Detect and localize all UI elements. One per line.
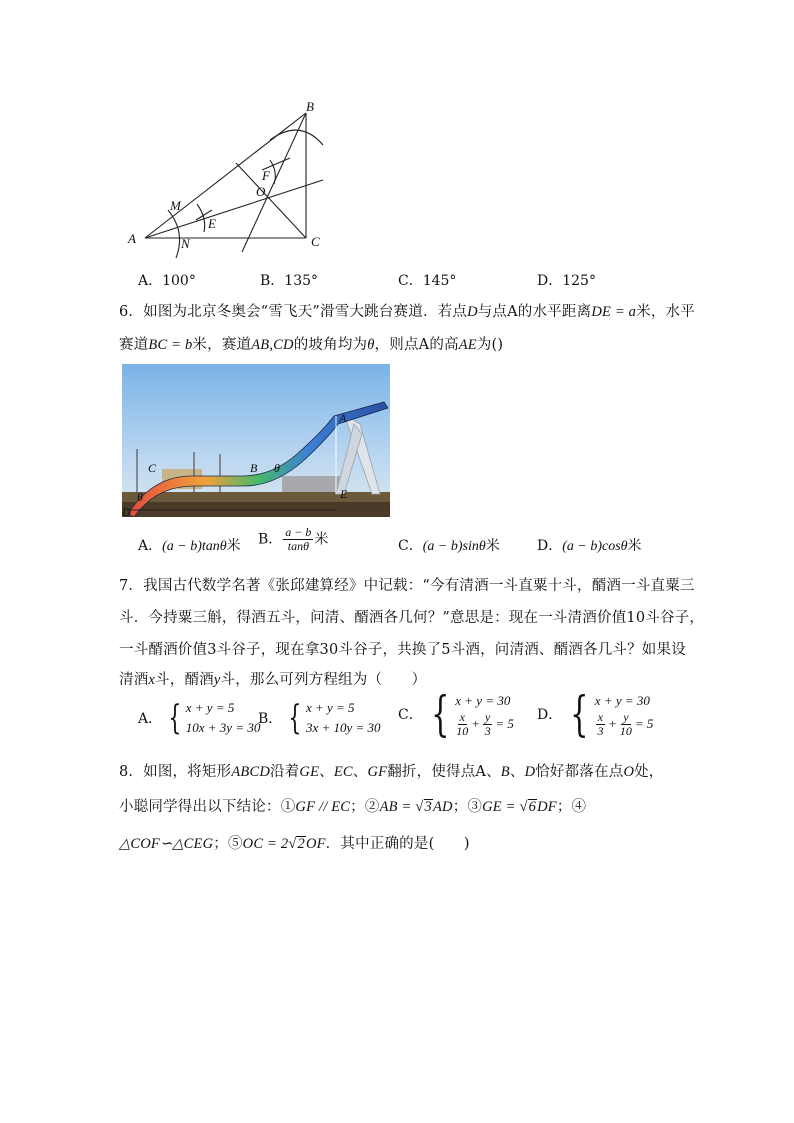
q6-expr: DE = a: [591, 304, 637, 320]
q8-var: O: [623, 764, 635, 780]
label-a: A: [128, 231, 136, 246]
q7-text: 斗，醑酒: [155, 672, 214, 688]
q8-text: 恰好都落在点: [535, 764, 624, 780]
q8-var: GF: [367, 764, 388, 780]
sqrt-radicand: 2: [297, 836, 305, 852]
conclusion-3: GE = √6DF: [482, 799, 557, 815]
q8-stem-line1: [119, 760, 664, 781]
fraction-denominator: 10: [456, 723, 469, 738]
equation-2: 3x + 10y = 30: [305, 720, 381, 735]
photo-label-theta-1: θ: [137, 490, 143, 504]
photo-label-b: B: [250, 461, 258, 475]
q6-option-c[interactable]: [398, 535, 500, 555]
q6-text: 与点A的水平距离: [477, 304, 592, 320]
expr-part: AB =: [379, 799, 416, 815]
option-unit: 米: [627, 538, 642, 554]
q8-text: ；⑤: [213, 836, 243, 852]
q7-stem-line4: [119, 668, 426, 689]
q8-text: 处，: [634, 764, 664, 780]
fraction: [596, 711, 605, 738]
q7-var: y: [213, 672, 221, 688]
expr-part: AD: [432, 799, 453, 815]
equation-system: [537, 686, 654, 742]
q7-option-d[interactable]: [537, 686, 654, 742]
bisector-from-c: [236, 163, 306, 238]
q8-text: ；③: [452, 799, 483, 815]
option-fraction: [283, 526, 313, 553]
label-c: C: [311, 234, 320, 249]
fraction: [620, 711, 632, 738]
equation-1: x + y = 30: [594, 692, 650, 708]
q8-var: B: [500, 764, 510, 780]
expr-part: OF: [305, 836, 326, 852]
option-expr: (a − b)cosθ: [562, 539, 628, 554]
conclusion-4: △COF∽△CEG: [119, 836, 214, 852]
arc-at-a: [168, 210, 180, 258]
equation-2: $\frac{x}{3}$ + $\frac{y}{10}$ = 5: [597, 709, 654, 738]
q6-var: D: [467, 304, 478, 320]
equation-system: [138, 698, 260, 738]
fraction-numerator: y: [623, 709, 629, 724]
equations: [595, 691, 654, 738]
q8-text: 8．如图，将矩形: [119, 764, 232, 780]
equations: [455, 691, 514, 738]
q8-text: 、: [509, 764, 525, 780]
option-letter: C．: [398, 538, 423, 554]
expr-part: OC = 2: [242, 836, 289, 852]
q8-var: GE: [299, 764, 320, 780]
q6-var: θ: [367, 337, 375, 353]
fraction-denominator: 3: [597, 723, 604, 738]
q6-text: 6．如图为北京冬奥会“雪飞天”滑雪大跳台赛道．若点: [119, 304, 468, 320]
q6-text: ，则点A的高: [374, 337, 459, 353]
q6-text: 为(): [476, 337, 504, 353]
option-unit: 米: [226, 538, 241, 554]
option-expr: (a − b)tanθ: [162, 539, 227, 554]
q8-text: ；④: [556, 799, 587, 815]
ski-jump-photo: [122, 364, 390, 517]
label-e: E: [208, 216, 216, 231]
q7-text: 清酒: [119, 672, 149, 688]
label-o: O: [256, 184, 266, 199]
q6-expr: AB,CD: [251, 337, 294, 353]
q5-option-d[interactable]: D．125°: [537, 273, 596, 289]
q7-text: 斗，那么可列方程组为（ ）: [220, 672, 427, 688]
q5-option-c[interactable]: C．145°: [398, 273, 457, 289]
q8-text: 沿着: [270, 764, 300, 780]
fraction: [483, 711, 492, 738]
conclusion-2: AB = √3AD: [379, 799, 453, 815]
conclusion-5: OC = 2√2OF: [242, 836, 326, 852]
q6-stem-line2: [119, 333, 503, 354]
option-letter: A．: [138, 711, 163, 727]
q8-text: 小聪同学得出以下结论：①: [119, 799, 296, 815]
photo-label-e: E: [340, 487, 348, 501]
q8-stem-line2: [119, 795, 586, 816]
q6-text: 的坡角均为: [293, 337, 368, 353]
expr-part: GE =: [482, 799, 520, 815]
q8-text: 、: [319, 764, 334, 780]
equation-rhs: = 5: [634, 716, 654, 731]
option-expr: (a − b)sinθ: [422, 539, 486, 554]
option-letter: D．: [537, 707, 563, 723]
q6-option-b[interactable]: [258, 526, 328, 553]
q6-var: AE: [458, 337, 477, 353]
equation-system: [258, 698, 381, 738]
q7-stem-line3: 一斗醑酒价值3斗谷子，现在拿30斗谷子，共换了5斗酒，问清酒、醑酒各几斗？如果设: [119, 642, 686, 658]
option-unit: 米: [485, 538, 500, 554]
q8-text: 翻折，使得点A、: [387, 764, 501, 780]
fraction: [456, 711, 468, 738]
equation-2: 10x + 3y = 30: [185, 720, 261, 735]
q6-text: 米，水平: [636, 304, 695, 320]
fraction-numerator: x: [597, 709, 604, 724]
equation-rhs: = 5: [495, 716, 514, 731]
fraction-denominator: tanθ: [287, 539, 309, 553]
equation-1: x + y = 5: [305, 700, 355, 715]
sqrt-radicand: 6: [528, 799, 537, 815]
fraction-denominator: 3: [484, 723, 491, 738]
photo-label-a: A: [339, 411, 347, 425]
q7-stem-line2: 斗．今持粟三斛，得酒五斗，问清、醑酒各几何？”意思是：现在一斗清酒价值10斗谷子，: [119, 610, 705, 626]
q7-stem-line1: 7．我国古代数学名著《张邱建算经》中记载：“今有清酒一斗直粟十斗，醑酒一斗直粟三: [119, 578, 695, 594]
q7-var: x: [148, 672, 156, 688]
option-letter: A．: [138, 538, 163, 554]
q6-stem-line1: [119, 300, 695, 321]
q7-option-b[interactable]: [258, 698, 381, 738]
q8-var: ABCD: [231, 764, 270, 780]
q5-option-a[interactable]: A．100°: [138, 273, 196, 289]
q8-text: ．其中正确的是( ): [325, 836, 470, 852]
equation-system: [398, 686, 514, 742]
option-letter: C．: [398, 707, 423, 723]
fraction-numerator: x: [459, 709, 465, 724]
option-letter: B．: [258, 531, 283, 548]
q5-option-b[interactable]: B．135°: [260, 273, 319, 289]
label-m: M: [170, 198, 181, 213]
photo-label-theta-2: θ: [274, 461, 280, 475]
q6-option-d[interactable]: [537, 535, 642, 555]
label-n: N: [181, 236, 190, 251]
left-brace-icon: {: [430, 686, 450, 742]
option-letter: B．: [258, 711, 283, 727]
left-brace-icon: {: [288, 698, 302, 738]
q8-var: D: [524, 764, 536, 780]
left-brace-icon: {: [570, 686, 589, 742]
option-unit: 米: [314, 531, 329, 548]
equation-1: x + y = 5: [185, 700, 235, 715]
q6-expr: BC = b: [148, 337, 193, 353]
option-letter: D．: [537, 538, 563, 554]
q5-triangle-figure: [0, 0, 794, 300]
photo-label-d: D: [122, 505, 131, 517]
left-brace-icon: {: [168, 698, 182, 738]
fraction-numerator: y: [485, 709, 491, 724]
q8-text: 、: [352, 764, 368, 780]
fraction-numerator: a − b: [285, 525, 312, 539]
q7-option-a[interactable]: [138, 698, 260, 738]
arc-at-e: [197, 204, 205, 232]
equations: [306, 698, 381, 738]
expr-part: DF: [537, 799, 557, 815]
label-b: B: [306, 99, 314, 114]
q6-text: 米，赛道: [192, 337, 252, 353]
conclusion-1: GF // EC: [295, 799, 351, 815]
segment-ab: [145, 113, 306, 238]
equations: [186, 698, 261, 738]
q8-var: EC: [333, 764, 353, 780]
photo-label-c: C: [148, 461, 157, 475]
q8-text: ；②: [350, 799, 380, 815]
q7-option-c[interactable]: [398, 686, 514, 742]
sqrt-radicand: 3: [424, 799, 432, 815]
arc-at-f-2: [270, 160, 275, 184]
fraction-denominator: 10: [619, 723, 632, 738]
equation-2: $\frac{x}{10}$ + $\frac{y}{3}$ = 5: [456, 709, 514, 738]
equation-1: x + y = 30: [455, 692, 511, 708]
q6-text: 赛道: [119, 337, 149, 353]
label-f: F: [262, 168, 270, 183]
q6-option-a[interactable]: [138, 535, 241, 555]
q8-stem-line3: [119, 832, 470, 853]
